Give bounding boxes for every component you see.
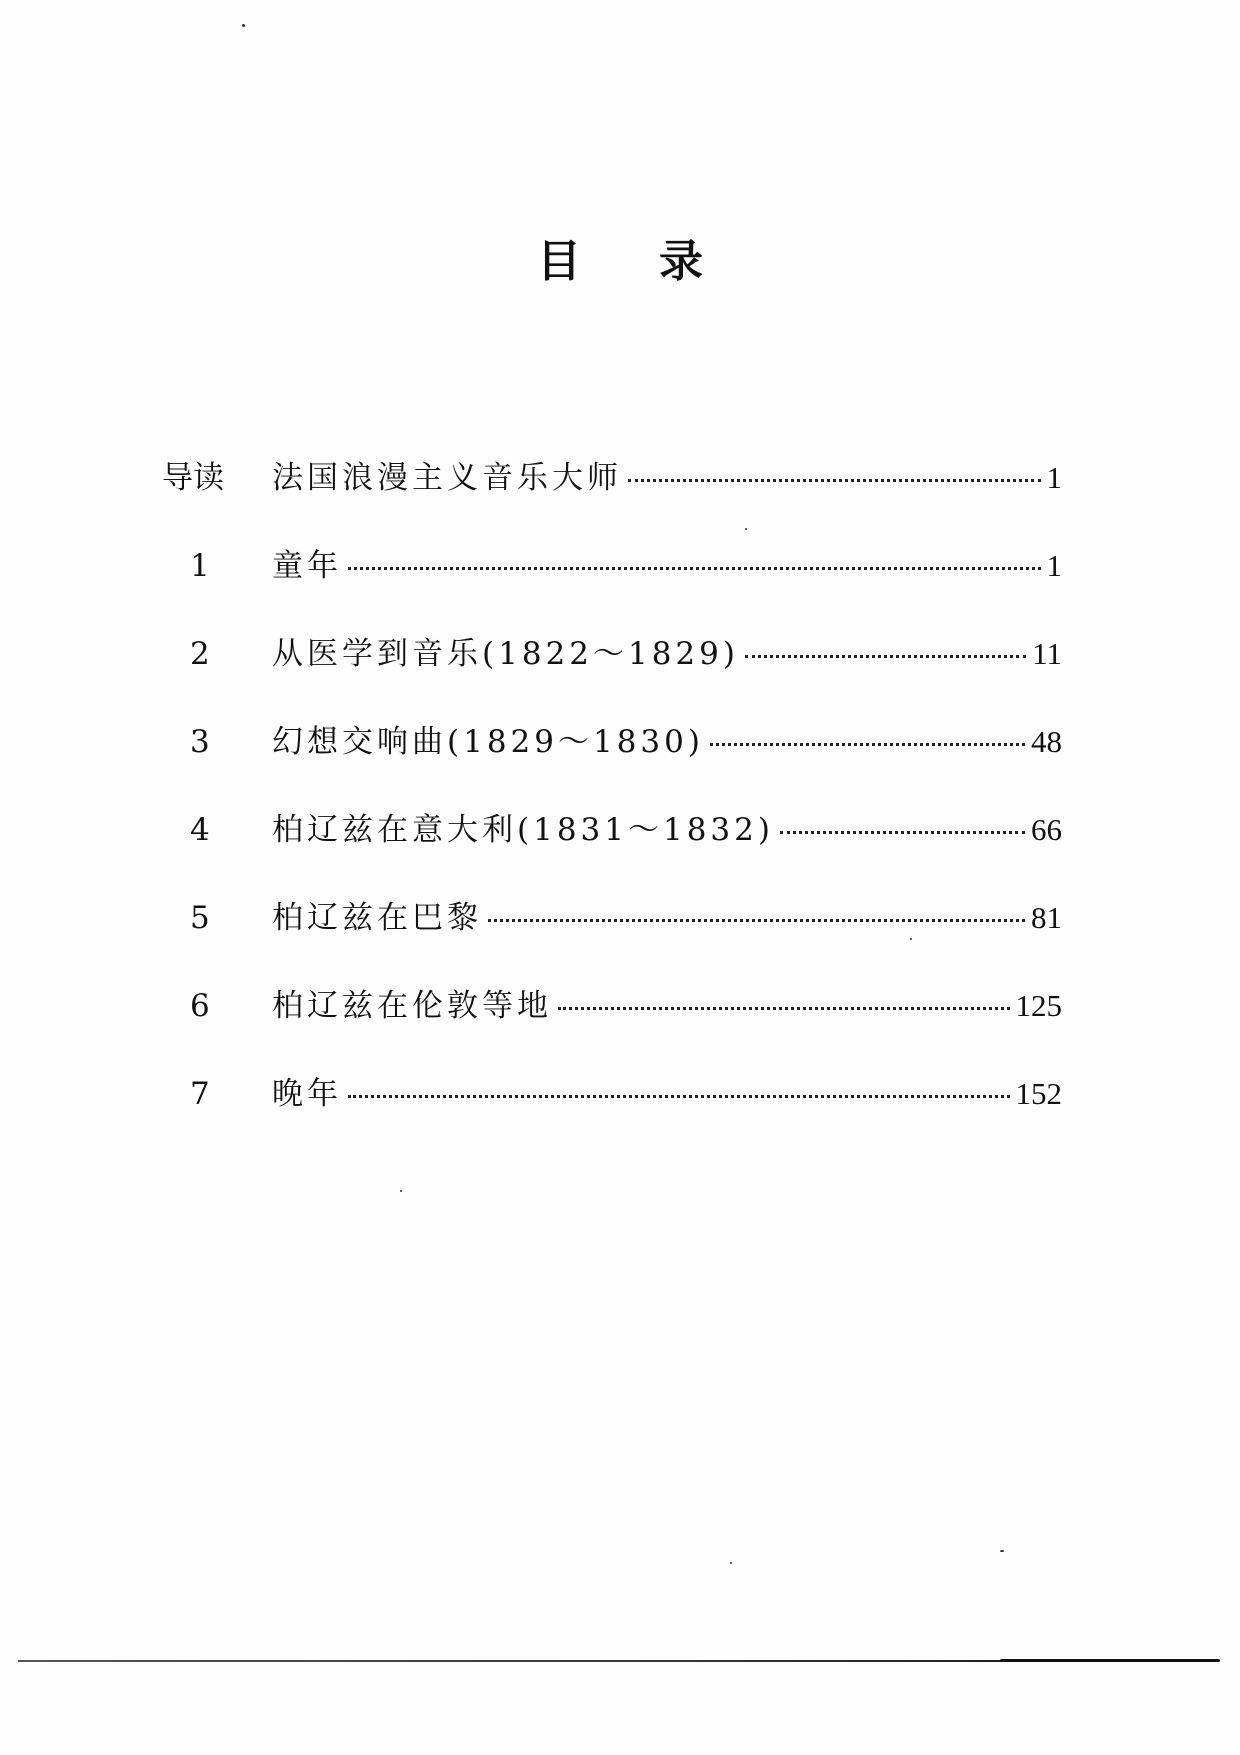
toc-entry-page: 11 <box>1032 636 1062 671</box>
toc-entry-title: 童年 <box>272 548 342 584</box>
toc-entry-title: 幻想交响曲(1829～1830) <box>272 724 704 760</box>
scan-speck <box>400 1190 402 1192</box>
toc-entry-number: 5 <box>190 900 210 936</box>
toc-entry-number: 4 <box>190 812 210 848</box>
bottom-rule-end <box>1000 1659 1220 1662</box>
dot-leader <box>628 479 1041 482</box>
toc-entry-page: 66 <box>1031 812 1062 847</box>
toc-entry-title: 法国浪漫主义音乐大师 <box>272 460 622 496</box>
toc-entry-number: 7 <box>190 1076 210 1112</box>
scan-speck <box>730 1562 732 1564</box>
dot-leader <box>558 1007 1010 1010</box>
toc-entry-number: 导读 <box>162 460 224 496</box>
toc-entry-page: 81 <box>1031 900 1062 935</box>
scan-speck <box>745 528 747 530</box>
toc-entry-3 <box>162 716 1062 804</box>
scan-speck <box>910 938 912 940</box>
dot-leader <box>348 1095 1010 1098</box>
toc-entry-title: 柏辽兹在意大利(1831～1832) <box>272 812 774 848</box>
table-of-contents <box>162 452 1062 1156</box>
toc-entry-1 <box>162 540 1062 628</box>
toc-entry-title: 从医学到音乐(1822～1829) <box>272 636 739 672</box>
toc-entry-page: 152 <box>1015 1076 1062 1111</box>
scan-speck <box>242 24 245 27</box>
toc-entry-2 <box>162 628 1062 716</box>
title-char-2: 录 <box>659 236 781 287</box>
dot-leader <box>710 743 1025 746</box>
toc-entry-title: 晚年 <box>272 1076 342 1112</box>
toc-entry-page: 1 <box>1046 460 1062 495</box>
dot-leader <box>780 831 1025 834</box>
toc-entry-title: 柏辽兹在伦敦等地 <box>272 988 552 1024</box>
toc-entry-title: 柏辽兹在巴黎 <box>272 900 482 936</box>
toc-entry-number: 2 <box>190 636 210 672</box>
title-char-1: 目 <box>537 236 659 287</box>
toc-entry-intro <box>162 452 1062 540</box>
toc-entry-number: 6 <box>190 988 210 1024</box>
scan-speck <box>1000 1550 1004 1552</box>
page-title <box>0 236 1240 287</box>
dot-leader <box>745 655 1026 658</box>
toc-entry-page: 125 <box>1015 988 1062 1023</box>
toc-entry-page: 48 <box>1031 724 1062 759</box>
toc-entry-number: 3 <box>190 724 210 760</box>
toc-entry-4 <box>162 804 1062 892</box>
dot-leader <box>348 567 1041 570</box>
toc-entry-number: 1 <box>190 548 210 584</box>
dot-leader <box>488 919 1025 922</box>
toc-entry-6 <box>162 980 1062 1068</box>
toc-entry-page: 1 <box>1046 548 1062 583</box>
toc-entry-5 <box>162 892 1062 980</box>
toc-entry-7 <box>162 1068 1062 1156</box>
